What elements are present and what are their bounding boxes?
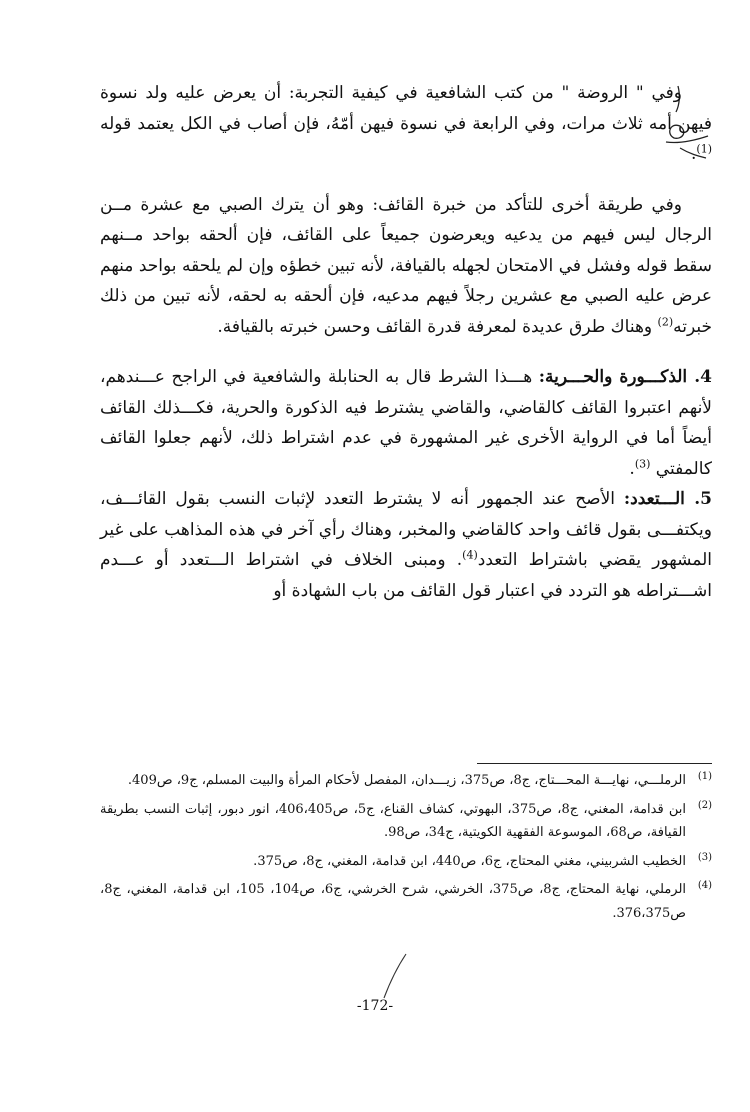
footnote-ref-2: (2) bbox=[657, 314, 674, 328]
paragraph-5-plurality: 5. الـــتعدد: الأصح عند الجمهور أنه لا يشترط التعدد لإثبات النسب بقول القائـــف، ويكتفـــى بقول قائف واحد كالقاضي والمخبر، وهناك رأي آخر في هذه المذاهب على غير المشهور يقضي باشتراط التعدد$^{(4)}$. ومبنى الخلاف في اشتراط الـــتعدد أو عـــدم اشـــتراطه هو التردد في اعتبار قول القائف من باب الشهادة أو bbox=[100, 489, 713, 601]
footnote-4: (4)الرملي، نهاية المحتاج، ج8، ص375، الخرشي، شرح الخرشي، ج6، ص104، 105، ابن قدامة، المغني، ج8، ص376،375. bbox=[100, 880, 713, 921]
footnote-1: (1)الرملـــي، نهايـــة المحـــتاج، ج8، ص375، زيـــدان، المفصل لأحكام المرأة والبيت المسلم، ج9، ص409. bbox=[127, 771, 712, 788]
footnote-separator bbox=[477, 763, 712, 764]
footnote-2: (2)ابن قدامة، المغني، ج8، ص375، البهوتي، كشاف القناع، ج5، ص406،405، انور دبور، إثبات النسب بطريقة القيافة، ص68، الموسوعة الفقهية الكويتية، ج34، ص98. bbox=[100, 799, 713, 840]
footnote-3: (3)الخطيب الشربيني، مغني المحتاج، ج6، ص440، ابن قدامة، المغني، ج8، ص375. bbox=[253, 851, 712, 869]
paragraph-4-masculinity-freedom: 4. الذكـــورة والحـــرية: هـــذا الشرط قال به الحنابلة والشافعية في الراجح عـــندهم، لأنهم اعتبروا القائف كالقاضي، والقاضي يشترط فيه الذكورة والحرية، فكـــذلك القائف أيضاً أما في الرواية الأخرى غير المشهورة في عدم اشتراط ذلك، لأنهم جعلوا القائف كالمفتي $^{(3)}$. bbox=[100, 367, 712, 479]
section-heading-4: 4. الذكـــورة والحـــرية: bbox=[538, 367, 712, 387]
handwritten-stroke-icon bbox=[380, 952, 410, 1000]
section-heading-5: 5. الـــتعدد: bbox=[623, 489, 713, 509]
footnote-ref-3: (3) bbox=[634, 456, 651, 470]
body-text bbox=[100, 78, 712, 606]
footnote-ref-4: (4) bbox=[462, 548, 478, 562]
paragraph-2: وفي طريقة أخرى للتأكد من خبرة القائف: وهو أن يترك الصبي مع عشرة مــن الرجال ليس فيهم من يدعيه ويعرضون جميعاً على القائف، فإن ألحقه بواحد مــنهم سقط قوله وفشل في الامتحان لجهله بالقيافة، لأنه تبين خطؤه وإن لم يلحقه بواحد منهم عرض عليه الصبي مع عشرين رجلاً فيهم مدعيه، فإن ألحقه به لحقه، لأنه تبين من ذلك خبرته$^{(2)}$ وهناك طرق عديدة لمعرفة قدرة القائف وحسن خبرته بالقيافة. bbox=[100, 194, 712, 337]
paragraph-1: وفي " الروضة " من كتب الشافعية في كيفية التجربة: أن يعرض عليه ولد نسوة فيهن أمه ثلاث مرات، وفي الرابعة في نسوة فيهن أمّهُ، فإن أصاب في الكل يعتمد قوله $^{(1)}$. bbox=[100, 83, 712, 164]
footnotes bbox=[100, 769, 712, 930]
footnote-ref-1: (1) bbox=[696, 142, 712, 156]
page-number: -172- bbox=[356, 998, 394, 1014]
